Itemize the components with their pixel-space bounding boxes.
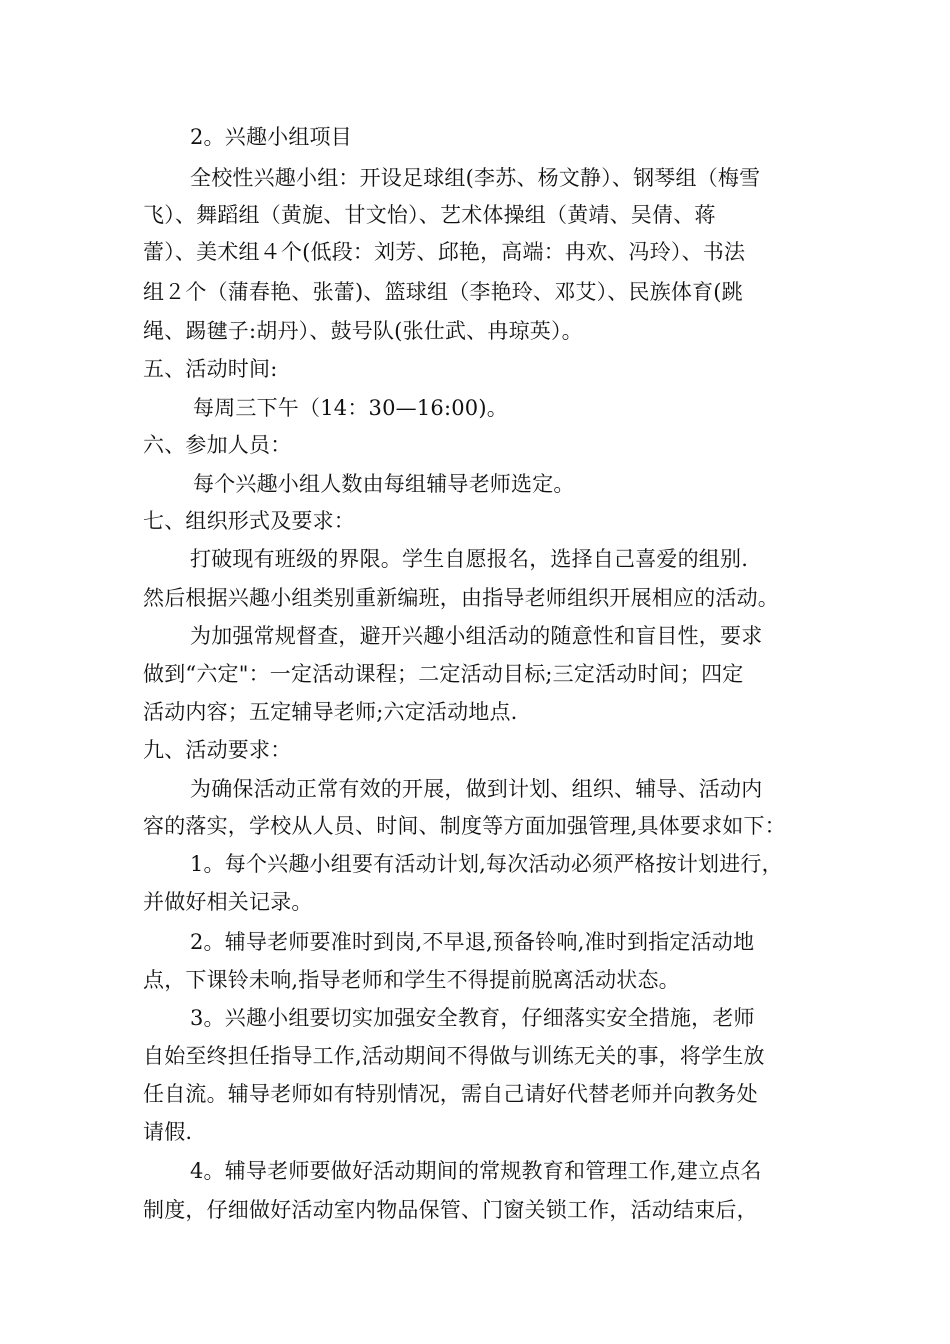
text-line: 蕾）、美术组４个(低段：刘芳、邱艳，高端：冉欢、冯玲）、书法: [143, 240, 746, 264]
text-line: 任自流。辅导老师如有特别情况，需自己请好代替老师并向教务处: [143, 1082, 758, 1106]
section-heading: 六、参加人员：: [143, 433, 292, 457]
text-line: 2。辅导老师要准时到岗,不早退,预备铃响,准时到指定活动地: [190, 930, 755, 954]
section-heading: 七、组织形式及要求：: [143, 509, 355, 533]
text-line: 然后根据兴趣小组类别重新编班，由指导老师组织开展相应的活动。: [143, 586, 779, 610]
section-heading: 九、活动要求：: [143, 738, 292, 762]
text-line: 2。兴趣小组项目: [190, 125, 352, 149]
text-line: 绳、踢毽子:胡丹）、鼓号队(张仕武、冉琼英）。: [143, 319, 583, 343]
text-line: 飞）、舞蹈组（黄旎、甘文怡）、艺术体操组（黄靖、吴倩、蒋: [143, 203, 716, 227]
text-line: 全校性兴趣小组：开设足球组(李苏、杨文静）、钢琴组（梅雪: [190, 166, 761, 190]
text-line: 为加强常规督查，避开兴趣小组活动的随意性和盲目性，要求: [190, 624, 763, 648]
text-line: 4。辅导老师要做好活动期间的常规教育和管理工作,建立点名: [190, 1159, 762, 1183]
text-line: 并做好相关记录。: [143, 890, 313, 914]
text-line: 每周三下午（14：30—16:00)。: [193, 396, 508, 420]
text-line: 1。每个兴趣小组要有活动计划,每次活动必须严格按计划进行，: [190, 852, 783, 876]
text-line: 3。兴趣小组要切实加强安全教育，仔细落实安全措施，老师: [190, 1006, 755, 1030]
text-line: 点，下课铃未响,指导老师和学生不得提前脱离活动状态。: [143, 968, 680, 992]
text-line: 容的落实，学校从人员、时间、制度等方面加强管理,具体要求如下：: [143, 814, 786, 838]
text-line: 做到“六定"：一定活动课程；二定活动目标;三定活动时间；四定: [143, 662, 744, 686]
text-line: 每个兴趣小组人数由每组辅导老师选定。: [193, 472, 575, 496]
text-line: 打破现有班级的界限。学生自愿报名，选择自己喜爱的组别.: [190, 547, 749, 571]
text-line: 组２个（蒲春艳、张蕾)、篮球组（李艳玲、邓艾）、民族体育(跳: [143, 280, 743, 304]
text-line: 制度，仔细做好活动室内物品保管、门窗关锁工作，活动结束后，: [143, 1198, 758, 1222]
section-heading: 五、活动时间:: [143, 357, 278, 381]
text-line: 请假.: [143, 1120, 193, 1144]
text-line: 为确保活动正常有效的开展，做到计划、组织、辅导、活动内: [190, 777, 763, 801]
text-line: 自始至终担任指导工作,活动期间不得做与训练无关的事，将学生放: [143, 1044, 765, 1068]
text-line: 活动内容；五定辅导老师;六定活动地点.: [143, 700, 518, 724]
